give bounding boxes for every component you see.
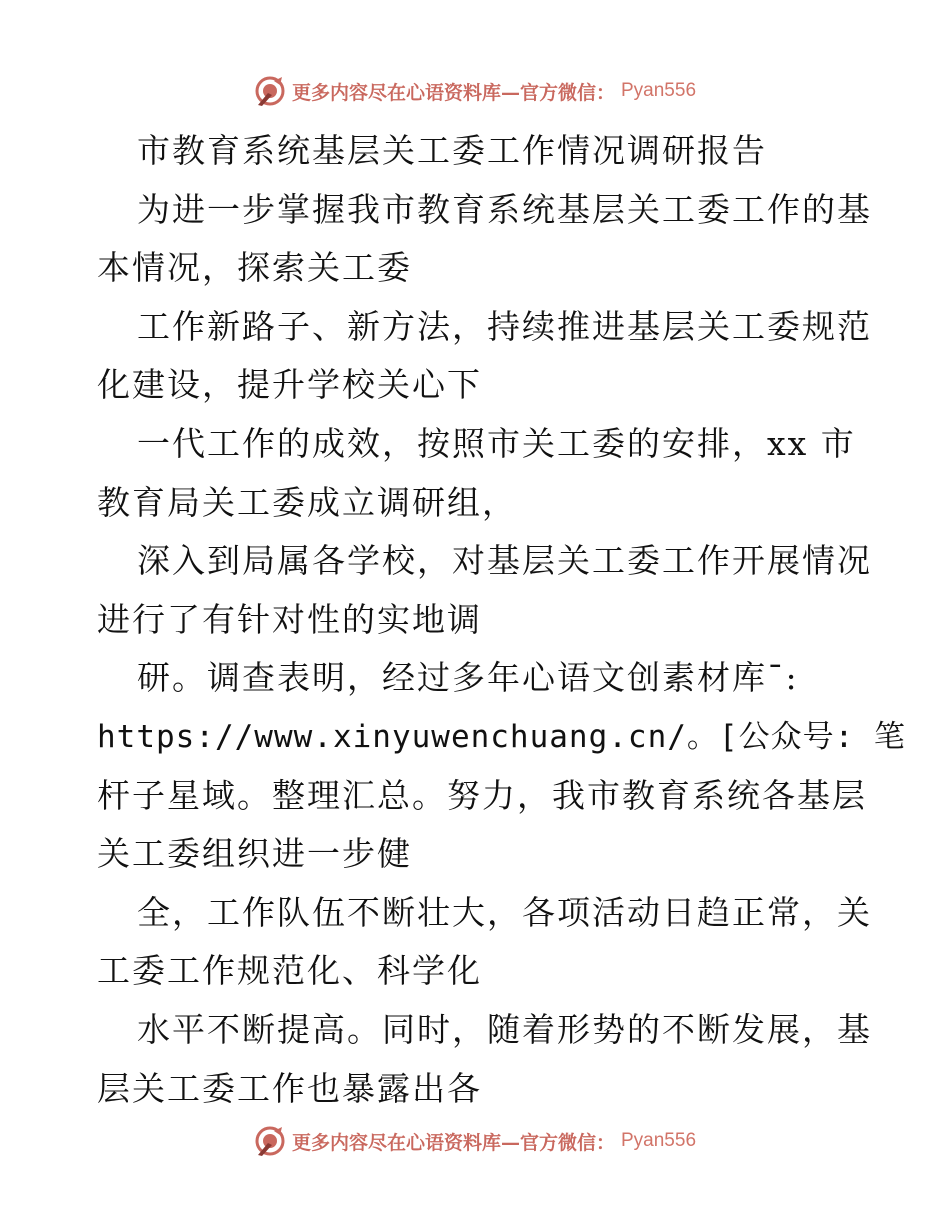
footer-watermark xyxy=(0,1124,950,1158)
text-line: 工作新路子、新方法，持续推进基层关工委规范 xyxy=(137,306,872,346)
text-line: 层关工委工作也暴露出各 xyxy=(97,1068,482,1108)
watermark-handle: Pyan556 xyxy=(621,1130,697,1151)
pen-logo-icon xyxy=(254,1125,286,1157)
text-line: 为进一步掌握我市教育系统基层关工委工作的基 xyxy=(137,189,872,229)
text-line: 研。调查表明，经过多年心语文创素材库¯: xyxy=(137,658,799,698)
text-line: 全，工作队伍不断壮大，各项活动日趋正常，关 xyxy=(137,892,872,932)
text-line: 教育局关工委成立调研组， xyxy=(97,482,517,522)
watermark-text: 更多内容尽在心语资料库—官方微信： xyxy=(291,1131,615,1154)
header-watermark xyxy=(0,74,950,108)
text-line: 关工委组织进一步健 xyxy=(97,834,412,874)
pen-logo-icon xyxy=(254,75,286,107)
text-line: 进行了有针对性的实地调 xyxy=(97,599,482,639)
text-line: 水平不断提高。同时，随着形势的不断发展，基 xyxy=(137,1009,872,1049)
text-line: 杆子星域。整理汇总。努力，我市教育系统各基层 xyxy=(97,775,867,815)
text-line: 工委工作规范化、科学化 xyxy=(97,951,482,991)
watermark-handle: Pyan556 xyxy=(621,80,697,101)
text-line: 本情况，探索关工委 xyxy=(97,248,412,288)
text-line: 一代工作的成效，按照市关工委的安排，xx 市 xyxy=(137,423,856,463)
text-line-url: https://www.xinyuwenchuang.cn/。[公众号: 笔 xyxy=(97,718,906,755)
watermark-text: 更多内容尽在心语资料库—官方微信： xyxy=(291,81,615,104)
text-line: 深入到局属各学校，对基层关工委工作开展情况 xyxy=(137,541,872,581)
document-title: 市教育系统基层关工委工作情况调研报告 xyxy=(137,131,767,170)
document-body xyxy=(97,122,906,1118)
text-line: 化建设，提升学校关心下 xyxy=(97,365,482,405)
